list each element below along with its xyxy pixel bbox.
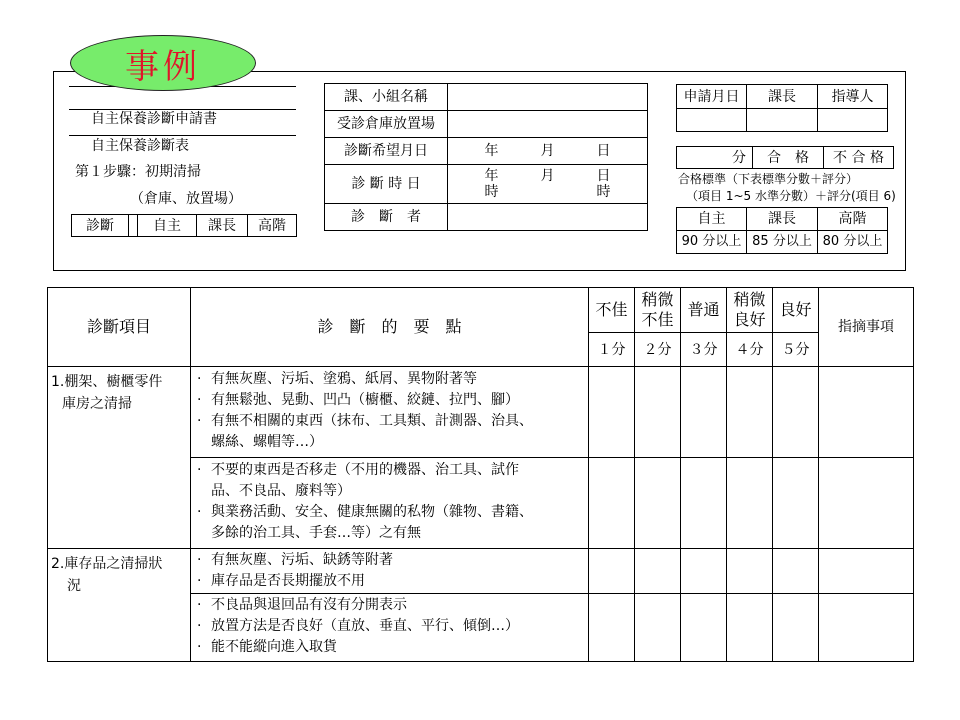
rating-cell [635,594,681,662]
rating-cell [589,549,635,594]
chief-header: 課長 [747,85,818,109]
rating-header-average: 普通 [681,288,727,333]
approval-box-self: 自主 [138,215,197,237]
list-item: · 有無鬆弛、晃動、凹凸（櫥櫃、絞鏈、拉門、腳） [197,392,519,408]
chief-cell [747,109,818,132]
points-cell [191,458,589,549]
diagnoser-label: 診 斷 者 [325,204,448,231]
request-info-table [324,83,648,231]
rating-cell [681,594,727,662]
list-item: · 不要的東西是否移走（不用的機器、治工具、試作 [197,462,519,478]
item-label-line: 庫房之清掃 [62,396,132,412]
criteria-line-1: 合格標準（下表標準分數＋評分） [678,172,859,186]
score-header-4: ４分 [727,333,773,367]
preferred-date-value: 年 月 日 [448,138,648,165]
diagnosis-date-line: 年 月 日 [484,168,611,184]
points-cell [191,549,589,594]
grade-header-chief: 課長 [747,208,818,231]
item-cell-2 [48,549,191,662]
pass-fail-table [676,146,894,169]
remarks-cell [819,458,914,549]
list-item: · 有無灰塵、污垢、缺銹等附著 [197,552,393,568]
rating-cell [727,549,773,594]
item-label-line: 2.庫存品之清掃狀 [51,556,163,572]
rating-cell [681,458,727,549]
step-label: 第１步驟：初期清掃 [75,164,201,180]
col-header-item: 診斷項目 [48,288,191,367]
instructor-header: 指導人 [818,85,888,109]
list-item: · 有無不相關的東西（抹布、工具類、計測器、治具、 [197,413,533,429]
instructor-cell [818,109,888,132]
rating-header-poor: 不佳 [589,288,635,333]
list-item: · 不良品與退回品有沒有分開表示 [197,597,407,613]
score-header-2: ２分 [635,333,681,367]
list-item: 品、不良品、廢料等） [211,483,351,499]
rating-header-slightly-poor: 稍微 不佳 [635,288,681,333]
rating-cell [589,458,635,549]
pass-cell: 合 格 [753,147,824,169]
warehouse-value [448,111,648,138]
points-cell [191,594,589,662]
score-cell: 分 [677,147,753,169]
grade-value-chief: 85 分以上 [747,231,818,254]
rating-cell [773,549,819,594]
rating-cell [773,367,819,458]
score-header-5: ５分 [773,333,819,367]
apply-date-cell [677,109,747,132]
rating-cell [635,549,681,594]
rating-cell [681,549,727,594]
approval-boxes [71,214,297,237]
scope-label: （倉庫、放置場） [130,191,242,207]
approval-box-spacer [129,215,138,237]
rating-cell [727,594,773,662]
form-line [69,135,296,136]
rating-cell [589,594,635,662]
item-label-line: 況 [67,578,81,594]
remarks-cell [819,549,914,594]
rating-cell [635,367,681,458]
diagnosis-table [47,287,914,662]
rating-cell [727,458,773,549]
approval-box-chief: 課長 [197,215,248,237]
approval-box-diagnosis: 診斷 [72,215,129,237]
criteria-line-2: （項目 1~5 水準分數）＋評分(項目 6) [686,189,896,203]
rating-cell [635,458,681,549]
fail-cell: 不 合 格 [824,147,894,169]
item-cell-1 [48,367,191,549]
score-header-3: ３分 [681,333,727,367]
warehouse-label: 受診倉庫放置場 [325,111,448,138]
list-item: · 與業務活動、安全、健康無關的私物（雜物、書籍、 [197,504,533,520]
remarks-cell [819,594,914,662]
item-label-line: 1.棚架、櫥櫃零件 [51,374,163,390]
remarks-cell [819,367,914,458]
grade-value-executive: 80 分以上 [818,231,888,254]
grade-standard-table [676,207,888,254]
apply-date-header: 申請月日 [677,85,747,109]
col-header-remarks: 指摘事項 [819,288,914,367]
diagnosis-hour-line: 時 時 [484,184,611,200]
grade-header-executive: 高階 [818,208,888,231]
list-item: · 放置方法是否良好（直放、垂直、平行、傾倒…） [197,618,519,634]
rating-cell [681,367,727,458]
diagnosis-sheet-title: 自主保養診斷表 [91,138,189,154]
example-badge: 事例 [70,35,256,91]
points-cell [191,367,589,458]
score-header-1: １分 [589,333,635,367]
list-item: 多餘的治工具、手套…等）之有無 [211,525,421,541]
table-row [48,549,914,594]
table-row [48,367,914,458]
rating-cell [589,367,635,458]
rating-header-good: 良好 [773,288,819,333]
rating-cell [773,594,819,662]
form-line [69,109,296,110]
group-name-label: 課、小組名稱 [325,84,448,111]
application-title: 自主保養診斷申請書 [91,111,217,127]
list-item: · 有無灰塵、污垢、塗鴉、紙屑、異物附著等 [197,371,477,387]
col-header-points: 診 斷 的 要 點 [191,288,589,367]
grade-header-self: 自主 [677,208,747,231]
preferred-date-label: 診斷希望月日 [325,138,448,165]
diagnosis-time-label: 診 斷 時 日 [325,165,448,204]
rating-cell [727,367,773,458]
list-item: · 庫存品是否長期擺放不用 [197,573,365,589]
approval-box-executive: 高階 [248,215,297,237]
group-name-value [448,84,648,111]
approval-signature-table [676,84,888,132]
list-item: 螺絲、螺帽等…） [211,434,323,450]
grade-value-self: 90 分以上 [677,231,747,254]
list-item: · 能不能縱向進入取貨 [197,639,337,655]
rating-cell [773,458,819,549]
rating-header-slightly-good: 稍微 良好 [727,288,773,333]
diagnoser-value [448,204,648,231]
diagnosis-time-value [448,165,648,204]
